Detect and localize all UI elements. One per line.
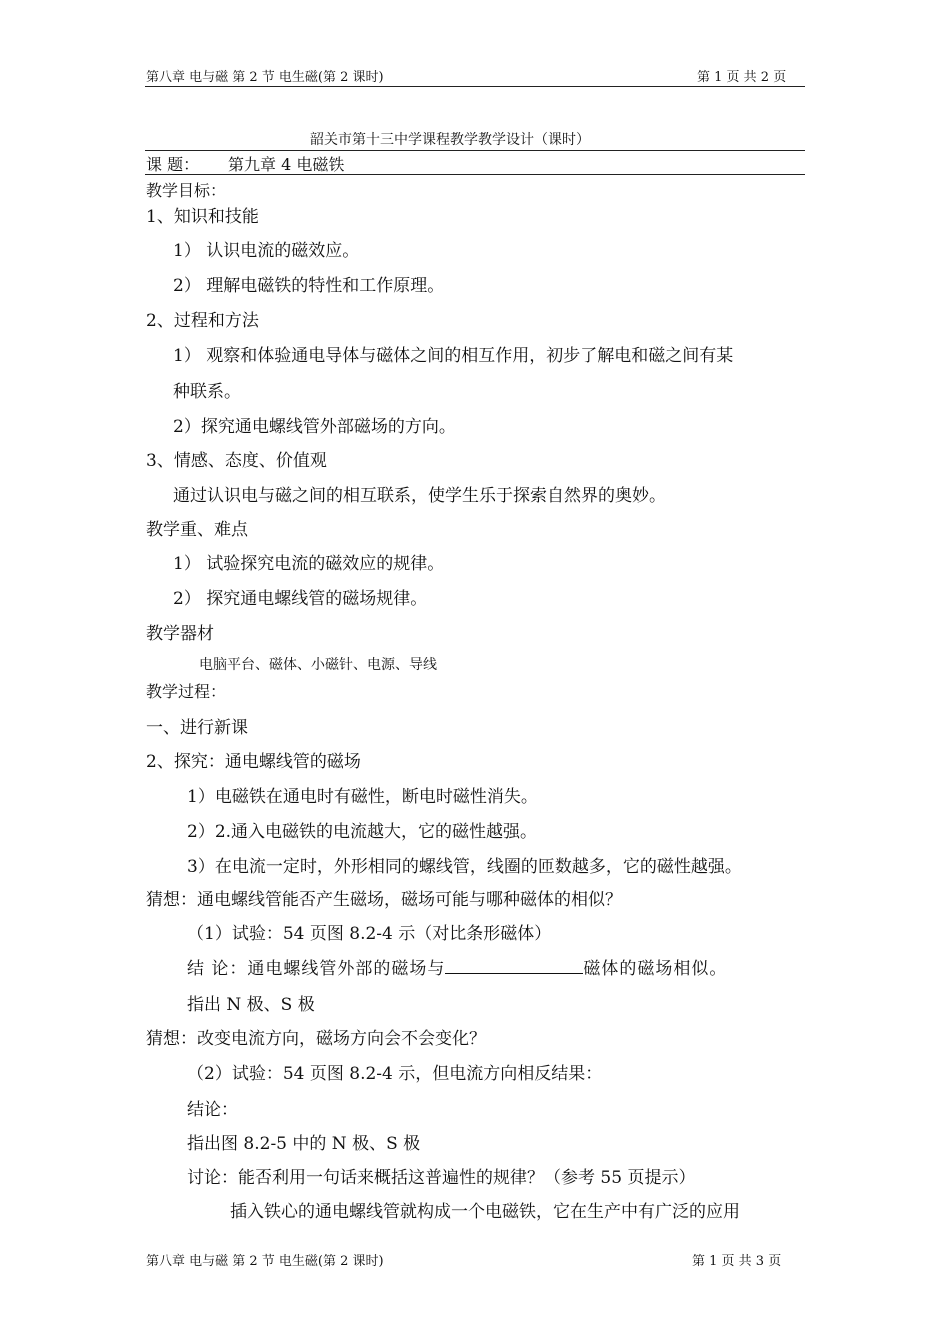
page-header-right: 第 1 页 共 2 页	[697, 70, 787, 85]
conclusion-1-blank[interactable]	[445, 959, 583, 974]
page-footer-right: 第 1 页 共 3 页	[692, 1254, 782, 1269]
guess-1: 猜想：通电螺线管能否产生磁场，磁场可能与哪种磁体的相似？	[146, 890, 622, 910]
equipment-heading: 教学器材	[146, 624, 214, 644]
guess-2: 猜想：改变电流方向，磁场方向会不会变化？	[146, 1029, 486, 1049]
title-rule-top	[145, 150, 805, 151]
key-point-1: 1） 试验探究电流的磁效应的规律。	[173, 554, 445, 574]
header-rule	[145, 86, 805, 87]
explore-heading: 2、探究：通电螺线管的磁场	[146, 752, 361, 772]
section-attitude: 3、情感、态度、价值观	[146, 451, 327, 471]
equipment-list: 电脑平台、磁体、小磁针、电源、导线	[199, 657, 437, 673]
title-rule-bottom	[145, 174, 805, 175]
topic-value: 第九章 4 电磁铁	[228, 155, 345, 174]
conclusion-1-before: 结 论：通电螺线管外部的磁场与	[187, 959, 446, 979]
explore-item-3: 3）在电流一定时，外形相同的螺线管，线圈的匝数越多，它的磁性越强。	[187, 857, 742, 877]
section-process: 2、过程和方法	[146, 311, 259, 331]
key-point-2: 2） 探究通电螺线管的磁场规律。	[173, 589, 428, 609]
poles-2: 指出图 8.2-5 中的 N 极、S 极	[187, 1134, 421, 1154]
topic-label: 课 题：	[146, 155, 200, 174]
discussion: 讨论：能否利用一句话来概括这普遍性的规律？（参考 55 页提示）	[187, 1168, 696, 1188]
section-knowledge: 1、知识和技能	[146, 207, 259, 227]
conclusion-2: 结论：	[187, 1100, 238, 1120]
new-lesson-heading: 一、进行新课	[146, 718, 248, 738]
explore-item-1: 1）电磁铁在通电时有磁性，断电时磁性消失。	[187, 787, 538, 807]
process-item-2: 2）探究通电螺线管外部磁场的方向。	[173, 417, 456, 437]
page-footer-left: 第八章 电与磁 第 2 节 电生磁(第 2 课时)	[146, 1254, 384, 1269]
key-points-heading: 教学重、难点	[146, 520, 248, 540]
final-statement: 插入铁心的通电螺线管就构成一个电磁铁，它在生产中有广泛的应用	[230, 1202, 740, 1222]
page-header-left: 第八章 电与磁 第 2 节 电生磁(第 2 课时)	[146, 70, 384, 85]
process-item-1-line-1: 1） 观察和体验通电导体与磁体之间的相互作用，初步了解电和磁之间有某	[173, 346, 734, 366]
conclusion-1-after: 磁体的磁场相似。	[583, 959, 728, 979]
experiment-2: （2）试验：54 页图 8.2-4 示，但电流方向相反结果：	[187, 1064, 603, 1084]
goals-heading: 教学目标：	[146, 181, 227, 200]
process-item-1-line-2: 种联系。	[173, 382, 241, 402]
school-title: 韶关市第十三中学课程教学教学设计（课时）	[310, 132, 590, 148]
knowledge-item-1: 1） 认识电流的磁效应。	[173, 241, 360, 261]
process-heading: 教学过程：	[146, 682, 227, 701]
poles-1: 指出 N 极、S 极	[187, 995, 315, 1015]
experiment-1: （1）试验：54 页图 8.2-4 示（对比条形磁体）	[187, 924, 552, 944]
knowledge-item-2: 2） 理解电磁铁的特性和工作原理。	[173, 276, 445, 296]
attitude-text: 通过认识电与磁之间的相互联系，使学生乐于探索自然界的奥妙。	[173, 486, 666, 506]
conclusion-1	[187, 954, 727, 979]
explore-item-2: 2）2.通入电磁铁的电流越大，它的磁性越强。	[187, 822, 538, 842]
